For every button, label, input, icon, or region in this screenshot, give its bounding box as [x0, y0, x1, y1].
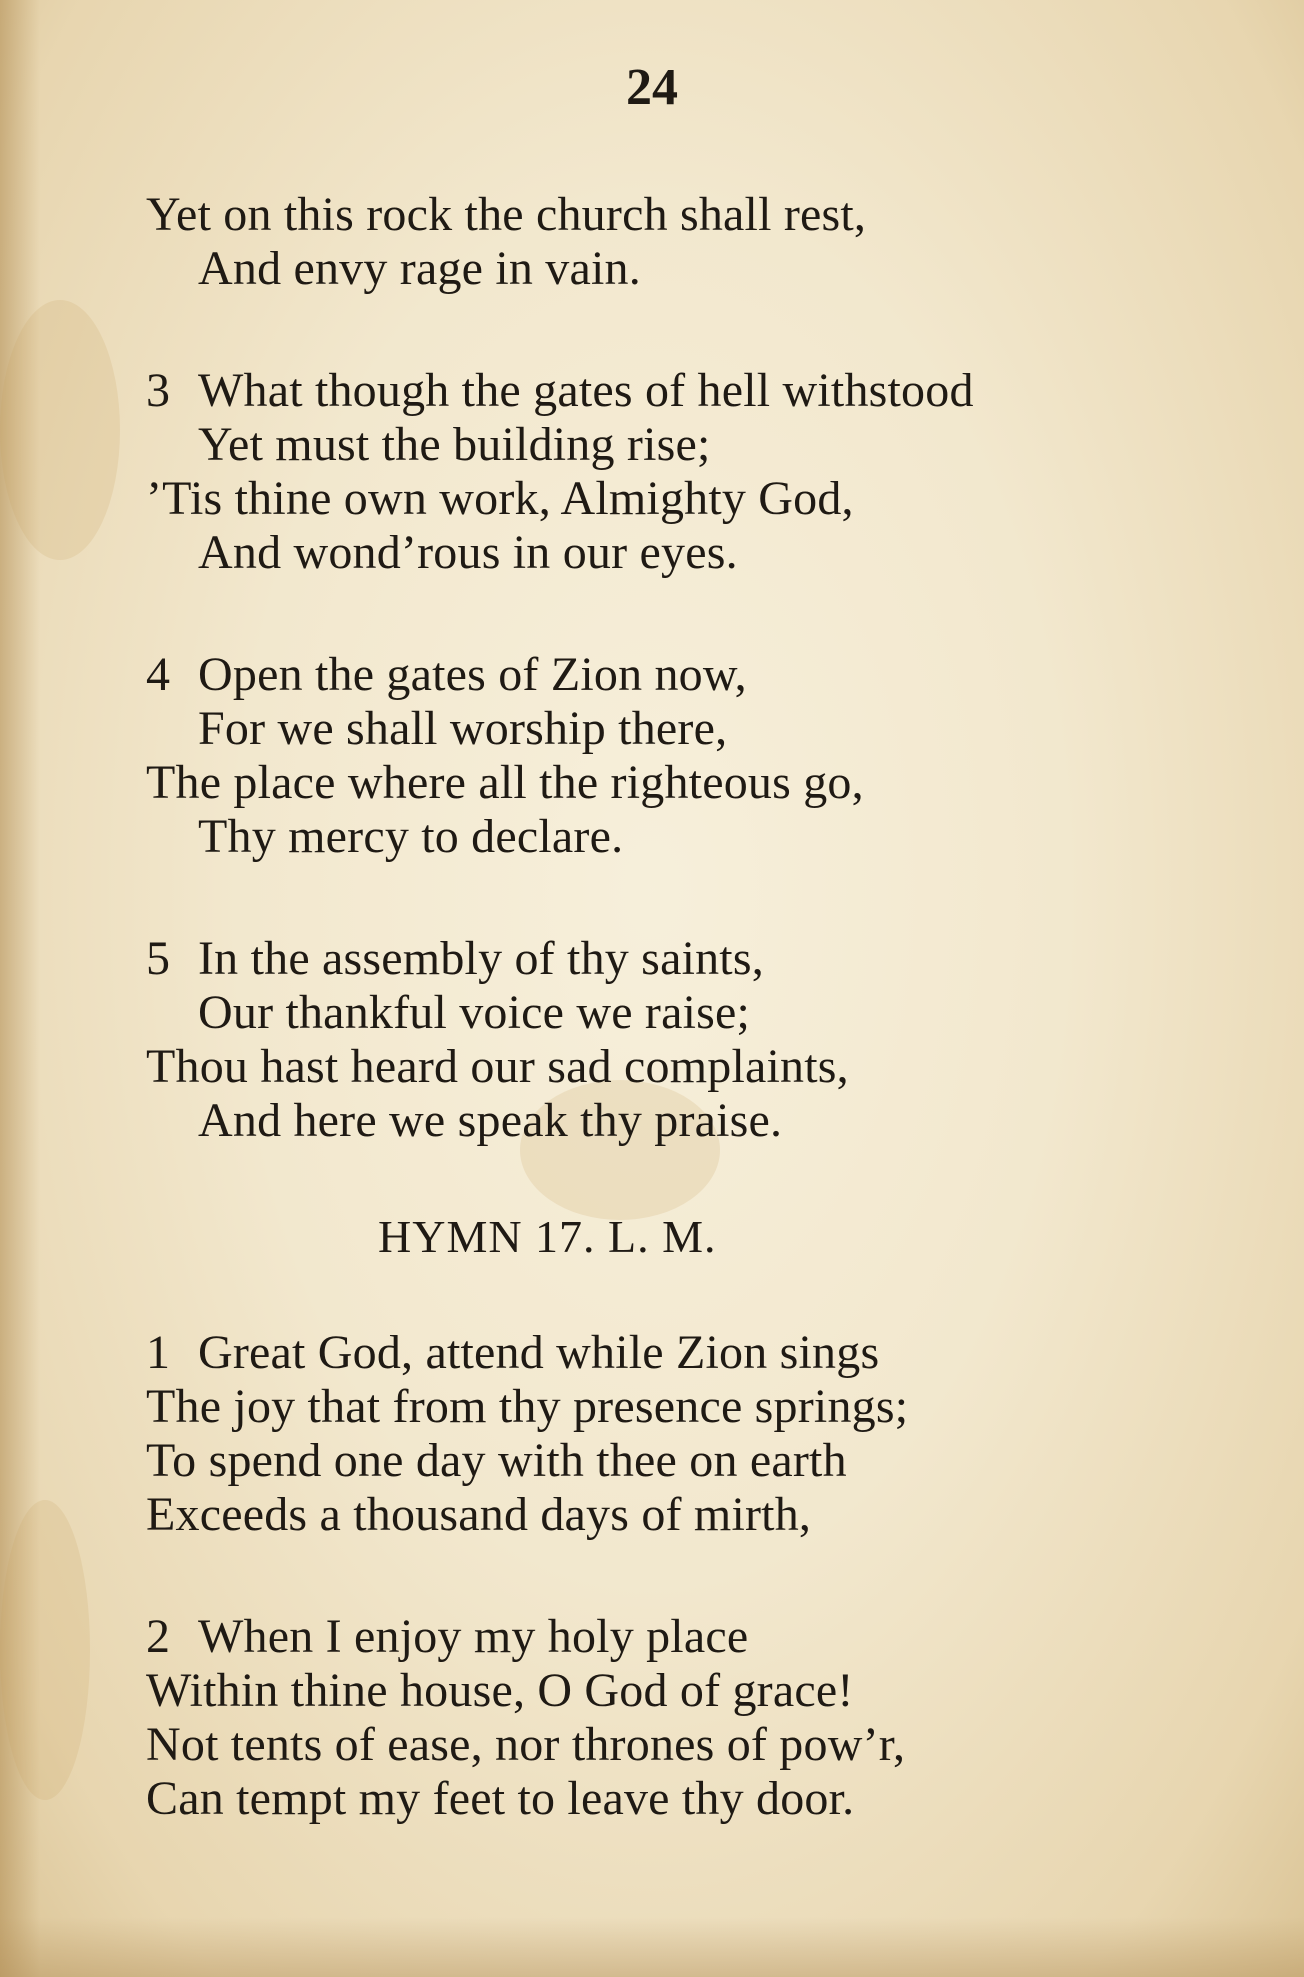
- verse-line: Not tents of ease, nor thrones of pow’r,: [146, 1718, 906, 1771]
- verse-line: In the assembly of thy saints,: [198, 932, 764, 985]
- paper-stain: [0, 1500, 90, 1800]
- verse-line: Our thankful voice we raise;: [198, 986, 751, 1039]
- stanza-number: 2: [146, 1610, 171, 1663]
- stanza-number: 3: [146, 364, 171, 417]
- verse-line: Yet on this rock the church shall rest,: [146, 188, 867, 241]
- verse-line: Open the gates of Zion now,: [198, 648, 747, 701]
- verse-line: Within thine house, O God of grace!: [146, 1664, 854, 1717]
- hymn17-stanza-1: [146, 1326, 1266, 1542]
- verse-line: Can tempt my feet to leave thy door.: [146, 1772, 855, 1825]
- verse-line: Exceeds a thousand days of mirth,: [146, 1488, 812, 1541]
- stanza-number: 4: [146, 648, 171, 701]
- verse-line: For we shall worship there,: [198, 702, 728, 755]
- page-bottom-shadow: [0, 1917, 1304, 1977]
- verse-line: The joy that from thy presence springs;: [146, 1380, 909, 1433]
- hymn-heading: HYMN 17. L. M.: [378, 1211, 717, 1262]
- verse-line: What though the gates of hell withstood: [198, 364, 974, 417]
- paper-stain: [0, 300, 120, 560]
- verse-line: Great God, attend while Zion sings: [198, 1326, 880, 1379]
- stanza-3: [146, 364, 1266, 580]
- stanza-4: [146, 648, 1266, 864]
- hymn17-stanza-2: [146, 1610, 1266, 1826]
- verse-line: Yet must the building rise;: [198, 418, 711, 471]
- hymn-text: [146, 188, 1266, 1826]
- verse-line: To spend one day with thee on earth: [146, 1434, 847, 1487]
- verse-line: And here we speak thy praise.: [198, 1094, 783, 1147]
- stanza-number: 1: [146, 1326, 171, 1379]
- verse-line: Thy mercy to declare.: [198, 810, 624, 863]
- verse-line: And envy rage in vain.: [198, 242, 641, 295]
- verse-line: When I enjoy my holy place: [198, 1610, 749, 1663]
- verse-line: The place where all the righteous go,: [146, 756, 864, 809]
- verse-line: Thou hast heard our sad complaints,: [146, 1040, 849, 1093]
- stanza-5: [146, 932, 1266, 1148]
- stanza-continuation: [146, 188, 1266, 296]
- stanza-number: 5: [146, 932, 171, 985]
- page-number: 24: [626, 59, 678, 116]
- verse-line: And wond’rous in our eyes.: [198, 526, 738, 579]
- verse-line: ’Tis thine own work, Almighty God,: [146, 472, 854, 525]
